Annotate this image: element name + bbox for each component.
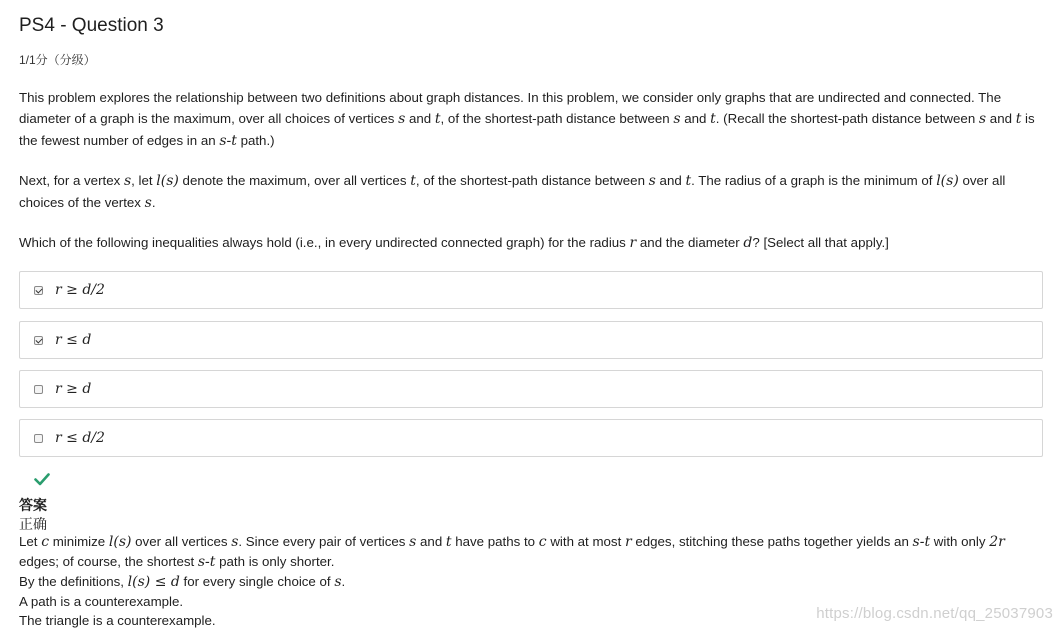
- answer-status: 正确: [19, 516, 47, 532]
- score-label: 1/1分（分级）: [19, 53, 96, 67]
- option-1-checkbox[interactable]: [34, 286, 43, 295]
- answer-heading: 答案: [19, 497, 47, 513]
- correct-check-icon: [34, 473, 50, 486]
- explanation-line-1: Let c minimize l(s) over all vertices s. Since every pair of vertices s and t have paths to c with at most r edges, stitching these paths together yields an s-t with only 2r edges; of course, the shortest s-t path is only shorter.: [19, 534, 1005, 570]
- option-3[interactable]: [19, 370, 1043, 408]
- intro-paragraph-2: Next, for a vertex s, let l(s) denote the maximum, over all vertices t, of the shortest-path distance between s and t. The radius of a graph is the minimum of l(s) over all choices of the vertex s.: [19, 173, 1006, 211]
- option-4-checkbox[interactable]: [34, 434, 43, 443]
- explanation-line-3: A path is a counterexample.: [19, 594, 184, 609]
- intro-paragraph-3: Which of the following inequalities always hold (i.e., in every undirected connected graph) for the radius r and the diameter d? [Select all that apply.]: [19, 235, 889, 251]
- option-1[interactable]: [19, 271, 1043, 309]
- option-3-checkbox[interactable]: [34, 385, 43, 394]
- option-2-checkbox[interactable]: [34, 336, 43, 345]
- option-1-label: r ≥ d/2: [55, 282, 105, 298]
- intro-paragraph-1: This problem explores the relationship between two definitions about graph distances. In this problem, we consider only graphs that are undirected and connected. The diameter of a graph is the maximum, over all choices of vertices s and t, of the shortest-path distance between s and t. (Recall the shortest-path distance between s and t is the fewest number of edges in an s-t path.): [19, 90, 1035, 149]
- option-3-label: r ≥ d: [55, 381, 92, 397]
- option-4[interactable]: [19, 419, 1043, 457]
- explanation-line-2: By the definitions, l(s) ≤ d for every single choice of s.: [19, 574, 346, 590]
- watermark: https://blog.csdn.net/qq_25037903: [816, 605, 1053, 622]
- question-title: PS4 - Question 3: [19, 15, 164, 36]
- explanation-line-4: The triangle is a counterexample.: [19, 613, 216, 628]
- option-4-label: r ≤ d/2: [55, 430, 105, 446]
- option-2-label: r ≤ d: [55, 332, 92, 348]
- option-2[interactable]: [19, 321, 1043, 359]
